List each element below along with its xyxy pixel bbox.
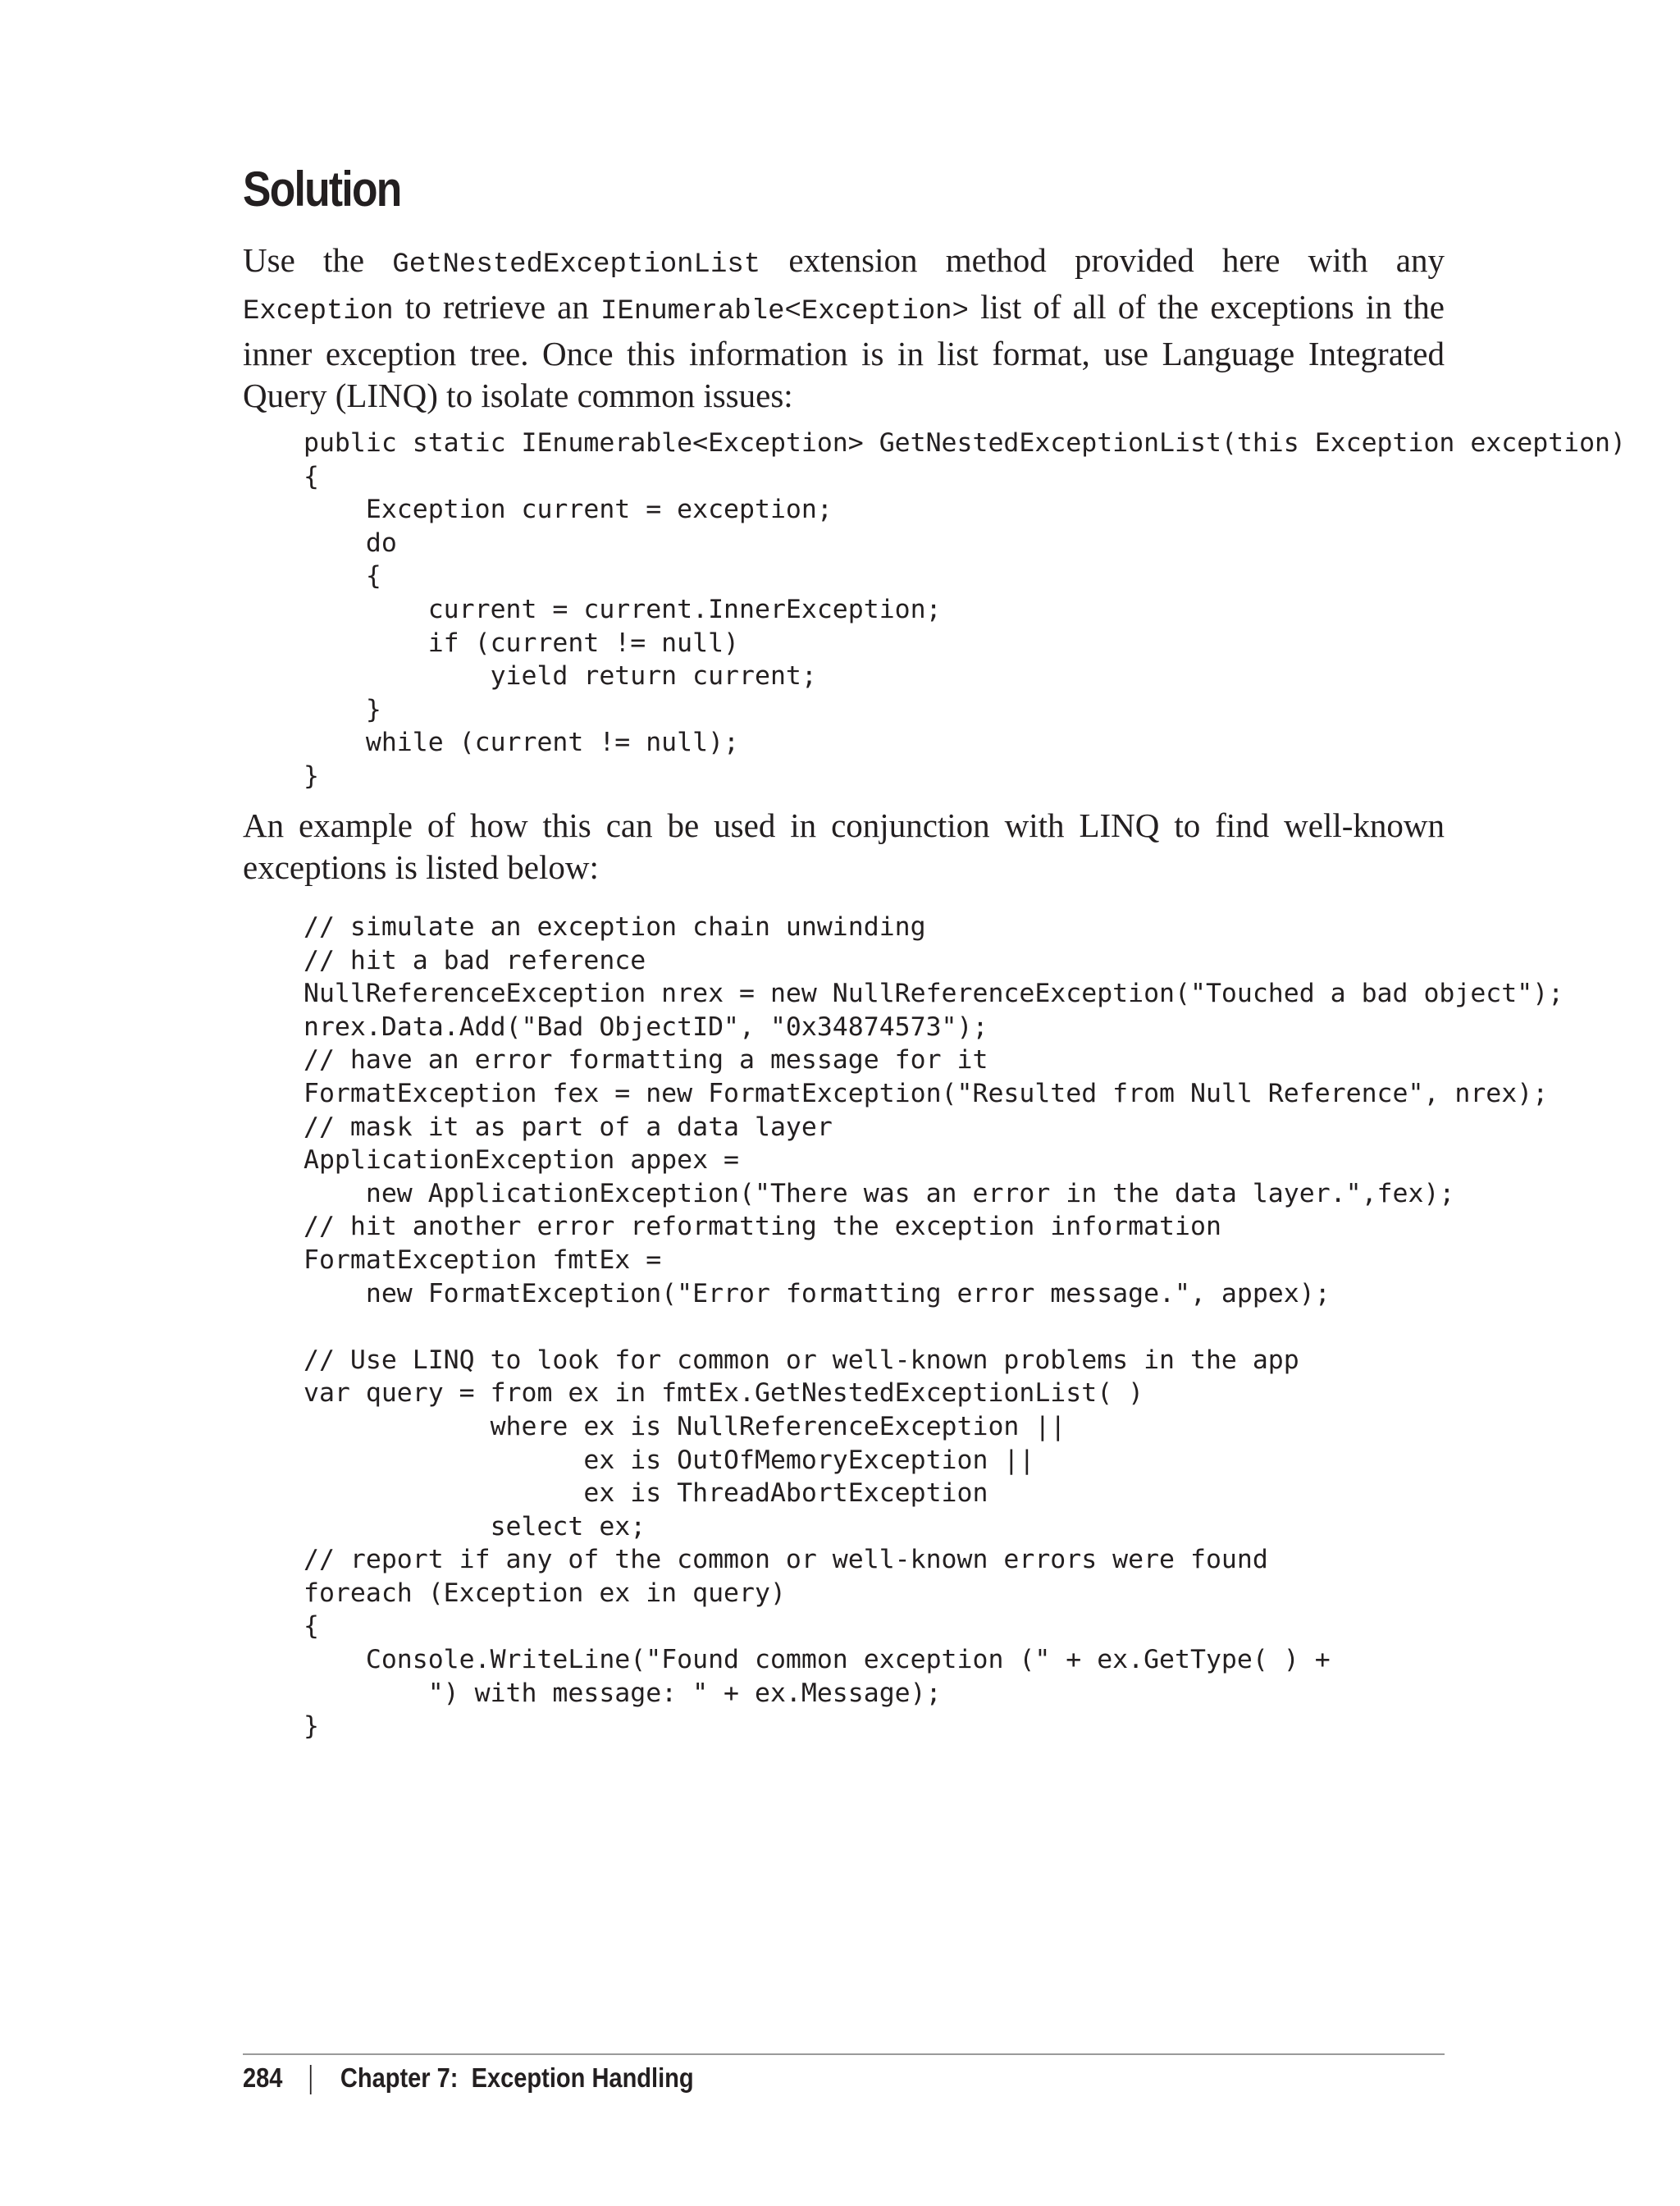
code-line: public static IEnumerable<Exception> GetNestedExceptionList(this Exception exception) [304,428,1626,458]
code-line: ex is OutOfMemoryException || [304,1445,1035,1475]
code-line: do [304,528,397,558]
code-line: if (current != null) [304,628,740,658]
intro-text-3: to retrieve an [393,288,601,326]
code-line: FormatException fmtEx = [304,1245,662,1275]
code-line: var query = from ex in fmtEx.GetNestedExceptionList( ) [304,1378,1144,1409]
code-line: // Use LINQ to look for common or well-known problems in the app [304,1345,1299,1375]
example-paragraph: An example of how this can be used in conjunction with LINQ to find well-known exceptions is listed below: [243,806,1445,886]
code-line: while (current != null); [304,728,740,758]
intro-paragraph [243,240,1445,417]
intro-text-1: Use the [243,241,393,279]
code-line: } [304,760,319,791]
code-line: where ex is NullReferenceException || [304,1411,1066,1441]
code-line: { [304,561,381,591]
chapter-title: Chapter 7: Exception Handling [340,2062,694,2093]
code-line: ApplicationException appex = [304,1145,740,1176]
code-line: nrex.Data.Add("Bad ObjectID", "0x34874573"); [304,1012,988,1042]
code-line: NullReferenceException nrex = new NullReferenceException("Touched a bad object"); [304,979,1564,1009]
inline-code-method: GetNestedExceptionList [392,249,761,281]
code-line: yield return current; [304,661,817,692]
code-line: new ApplicationException("There was an error in the data layer.",fex); [304,1178,1455,1208]
code-line: // report if any of the common or well-known errors were found [304,1545,1268,1575]
code-line: FormatException fex = new FormatException("Resulted from Null Reference", nrex); [304,1078,1549,1108]
inline-code-ienumerable: IEnumerable<Exception> [600,296,969,327]
page-number: 284 [243,2062,283,2093]
code-line: ") with message: " + ex.Message); [304,1678,942,1708]
code-block-method [304,427,1626,793]
code-block-example [304,911,1564,1743]
code-line: current = current.InnerException; [304,594,942,624]
code-line: } [304,694,381,724]
code-line: new FormatException("Error formatting error message.", appex); [304,1278,1331,1309]
code-line: // simulate an exception chain unwinding [304,912,926,942]
inline-code-exception: Exception [243,296,394,327]
code-line: { [304,1611,319,1642]
code-line: // mask it as part of a data layer [304,1112,833,1142]
code-line [304,1310,1564,1344]
code-line: ex is ThreadAbortException [304,1478,988,1509]
intro-text-2: extension method provided here with any [760,241,1445,279]
code-line: Console.WriteLine("Found common exception (" + ex.GetType( ) + [304,1645,1331,1675]
footer-rule [243,2053,1445,2055]
code-line: } [304,1711,319,1742]
code-line: select ex; [304,1511,646,1541]
section-heading: Solution [243,162,401,217]
page-footer [243,2062,694,2094]
code-line: foreach (Exception ex in query) [304,1578,786,1608]
code-line: Exception current = exception; [304,495,833,525]
footer-separator [310,2065,312,2094]
code-line: { [304,461,319,491]
code-line: // have an error formatting a message for it [304,1045,988,1076]
code-line: // hit another error reformatting the exception information [304,1212,1221,1242]
code-line: // hit a bad reference [304,945,646,975]
intro-text-4: list of all of the exceptions in the inner exception tree. Once this information is in list format, use Language Integrated Query (LINQ) to isolate common issues: [243,288,1445,414]
